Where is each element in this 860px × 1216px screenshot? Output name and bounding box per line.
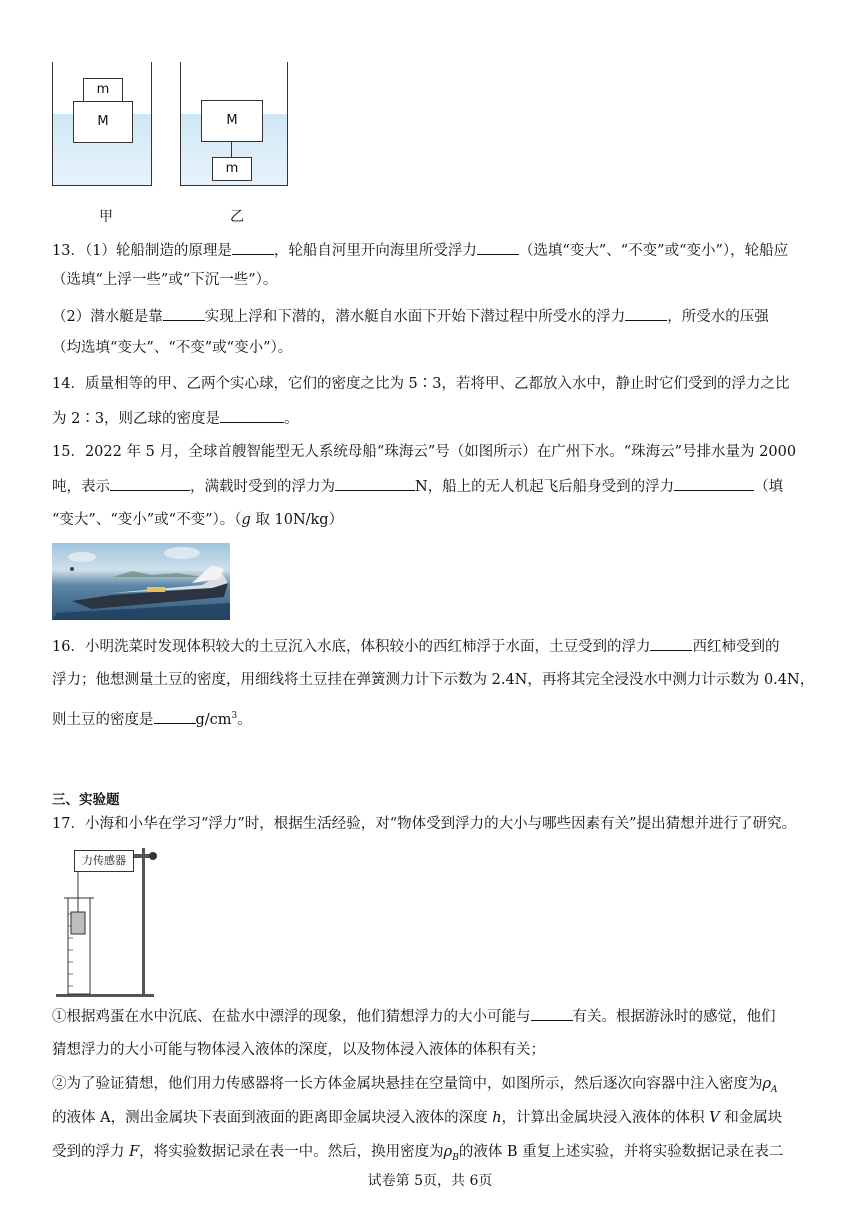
q13-line2: （选填“上浮一些”或“下沉一些”）。: [52, 272, 278, 288]
answer-blank[interactable]: [163, 306, 205, 321]
answer-blank[interactable]: [232, 240, 274, 255]
ship-photo: [52, 543, 230, 620]
force-sensor-label: 力传感器: [74, 850, 134, 872]
q13-line1: 13．（1）轮船制造的原理是 ，轮船自河里开向海里所受浮力 （选填“变大”、“不变”或“变小”），轮船应: [52, 240, 812, 261]
q15-line3: “变大”、“变小”或“不变”）。（g 取 10N/kg）: [52, 512, 344, 528]
answer-blank[interactable]: [477, 240, 519, 255]
answer-blank[interactable]: [110, 476, 190, 491]
figure-label-b: 乙: [230, 209, 244, 225]
q16-line1: 16．小明洗菜时发现体积较大的土豆沉入水底，体积较小的西红柿浮于水面，土豆受到的浮力 西红柿受到的: [52, 636, 812, 657]
large-block-M: M: [73, 101, 133, 143]
beaker-figure-a: [52, 62, 152, 186]
answer-blank[interactable]: [220, 408, 284, 423]
answer-blank[interactable]: [674, 476, 754, 491]
section-heading: 三、实验题: [52, 792, 120, 808]
q15-line1: 15．2022 年 5 月，全球首艘智能型无人系统母船“珠海云”号（如图所示）在广州下水。“珠海云”号排水量为 2000: [52, 444, 797, 460]
q17-line1: 17．小海和小华在学习“浮力”时，根据生活经验，对“物体受到浮力的大小与哪些因素有关”提出猜想并进行了研究。: [52, 816, 797, 832]
answer-blank[interactable]: [335, 476, 415, 491]
force-sensor-apparatus: [56, 842, 160, 998]
connecting-string: [231, 141, 232, 157]
answer-blank[interactable]: [625, 306, 667, 321]
page-footer: 试卷第 5页，共 6页: [367, 1173, 493, 1189]
large-block-M: M: [201, 100, 263, 142]
q17-para2-line1: ②为了验证猜想，他们用力传感器将一长方体金属块悬挂在空量筒中，如图所示，然后逐次向容器中注入密度为$\rho_A$: [52, 1076, 778, 1095]
q16-line2: 浮力；他想测量土豆的密度，用细线将土豆挂在弹簧测力计下示数为 2.4N，再将其完全浸没水中测力计示数为 0.4N，: [52, 672, 815, 688]
q15-line2: 吨，表示 ，满载时受到的浮力为 N，船上的无人机起飞后船身受到的浮力 （填: [52, 476, 812, 497]
answer-blank[interactable]: [650, 636, 692, 651]
q13-line4: （均选填“变大”、“不变”或“变小”）。: [52, 340, 293, 356]
beaker-figure-b: [180, 62, 288, 186]
answer-blank[interactable]: [154, 709, 196, 724]
q13-line3: （2）潜水艇是靠 实现上浮和下潜的，潜水艇自水面下开始下潜过程中所受水的浮力 ，所受水的压强: [52, 306, 812, 327]
q17-para2-line2: 的液体 A，测出金属块下表面到液面的距离即金属块浸入液体的深度 h，计算出金属块浸入液体的体积 V 和金属块: [52, 1110, 783, 1126]
answer-blank[interactable]: [531, 1006, 573, 1021]
q17-para1-line2: 猜想浮力的大小可能与物体浸入液体的深度，以及物体浸入液体的体积有关；: [52, 1042, 545, 1058]
small-block-m: m: [83, 78, 123, 102]
q16-line3: 则土豆的密度是 $g/cm^3$。: [52, 706, 812, 730]
small-block-m: m: [212, 157, 252, 181]
q14-line1: 14．质量相等的甲、乙两个实心球，它们的密度之比为 5∶3，若将甲、乙都放入水中，静止时它们受到的浮力之比: [52, 376, 790, 392]
figure-label-a: 甲: [99, 209, 113, 225]
q14-line2: 为 2∶3，则乙球的密度是 。: [52, 408, 812, 429]
q17-para1-line1: ①根据鸡蛋在水中沉底、在盐水中漂浮的现象，他们猜想浮力的大小可能与 有关。根据游泳时的感觉，他们: [52, 1006, 812, 1027]
q17-para2-line3: 受到的浮力 F，将实验数据记录在表一中。然后，换用密度为$\rho_B$的液体 B 重复上述实验，并将实验数据记录在表二: [52, 1144, 784, 1163]
